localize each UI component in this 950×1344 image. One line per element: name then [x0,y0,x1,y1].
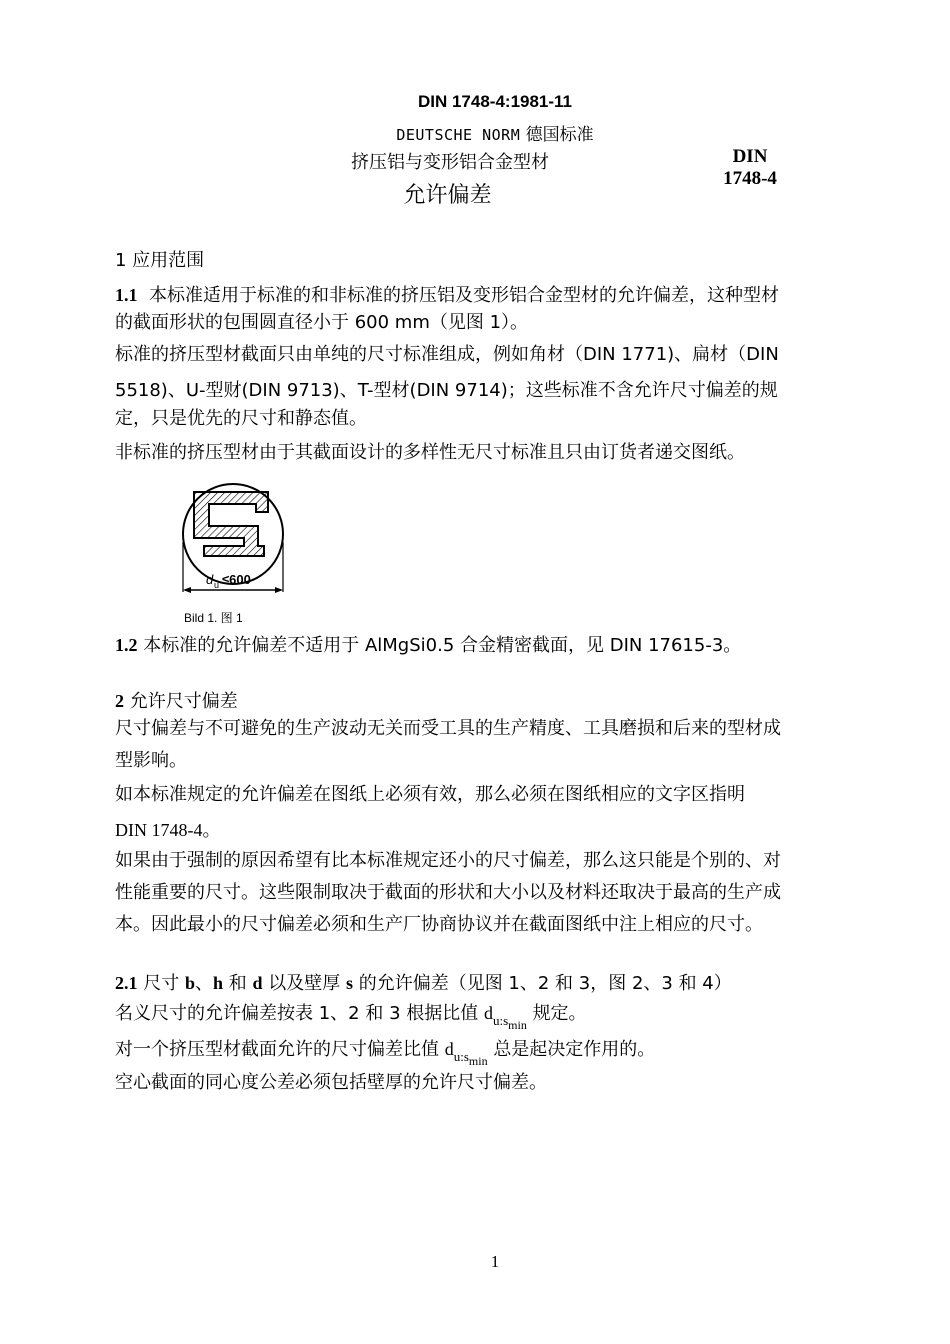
section-2-1-number: 2.1 [115,973,138,993]
figure-1 [172,474,312,630]
para-2-1-line1: 尺寸偏差与不可避免的生产波动无关而受工具的生产精度、工具磨损和后来的型材成 [115,718,781,739]
ratio-u: u [492,1013,500,1028]
section-2-1-text2: 、 [194,973,213,994]
para-1-1-text-a: 本标准适用于标准的和非标准的挤压铝及变形铝合金型材的允许偏差，这种型材 [148,285,779,306]
para-2-2-line1: 如本标准规定的允许偏差在图纸上必须有效，那么必须在图纸相应的文字区指明 [115,784,745,805]
ratio-min: min [468,1054,488,1068]
para-2-2-line2: DIN 1748-4。 [115,820,221,840]
para-1-1-number: 1.1 [115,285,138,305]
profile-cross-section [194,492,268,556]
section-2-1-heading [115,968,895,999]
para-1-1-line1 [115,280,895,311]
para-2-1-ratio-line2 [115,1034,895,1066]
para-standard-line2: 5518)、U-型财(DIN 9713)、T-型材(DIN 9714)；这些标准不含允许尺寸偏差的规 [115,380,778,401]
section-2-title: 允许尺寸偏差 [129,691,238,712]
figure-caption: Bild 1. 图 1 [184,611,243,625]
ratio-colon-s: :s [460,1049,469,1064]
symbol-s: s [345,973,353,993]
ratio-expression-2 [444,1039,488,1068]
para-1-2-text: 本标准的允许偏差不适用于 AlMgSi0.5 合金精密截面，见 DIN 17615-3。 [143,635,742,656]
din-side-line1: DIN [732,146,768,167]
para-1-2 [115,630,895,661]
ratio-line1-text-a: 名义尺寸的允许偏差按表 1、2 和 3 根据比值 [115,1003,479,1024]
ratio-line2-text-b: 总是起决定作用的。 [493,1039,656,1060]
para-2-3-line3: 本。因此最小的尺寸偏差必须和生产厂协商协议并在截面图纸中注上相应的尺寸。 [115,914,763,935]
para-2-1-line2: 型影响。 [115,750,187,771]
para-2-1-ratio-line1 [115,998,895,1030]
section-2-1-text1: 尺寸 [143,973,180,994]
figure-dim-value: ≤600 [222,572,251,587]
para-2-1-concentricity: 空心截面的同心度公差必须包括壁厚的允许尺寸偏差。 [115,1072,547,1093]
ratio-colon-s: :s [499,1013,509,1028]
para-standard-line1: 标准的挤压型材截面只由单纯的尺寸标准组成，例如角材（DIN 1771)、扁材（DIN [115,344,779,365]
para-1-2-number: 1.2 [115,635,138,655]
para-standard-line3: 定，只是优先的尺寸和静态值。 [115,408,367,429]
document-title: 挤压铝与变形铝合金型材 [351,152,549,173]
ratio-expression-1 [483,1003,527,1032]
norm-cn: 德国标准 [525,125,594,145]
para-nonstandard: 非标准的挤压型材由于其截面设计的多样性无尺寸标准且只由订货者递交图纸。 [115,442,745,463]
ratio-u: u [453,1049,461,1064]
standard-id: DIN 1748-4:1981-11 [417,92,573,111]
din-side-label [700,146,800,190]
para-2-3-line1: 如果由于强制的原因希望有比本标准规定还小的尺寸偏差，那么这只能是个别的、对 [115,850,781,871]
norm-line [0,120,950,145]
symbol-h: h [212,973,223,993]
figure-dim-d: d [206,572,214,587]
document-subtitle: 允许偏差 [403,183,492,208]
figure-dim-u: u [214,580,220,590]
ratio-line1-text-b: 规定。 [532,1003,587,1024]
ratio-line2-text-a: 对一个挤压型材截面允许的尺寸偏差比值 [115,1039,439,1060]
para-1-1-line2: 的截面形状的包围圆直径小于 600 mm（见图 1）。 [115,312,529,333]
symbol-b: b [184,973,195,993]
page-number: 1 [490,1252,500,1271]
ratio-d: d [444,1039,454,1059]
ratio-min: min [508,1018,527,1032]
section-2-1-text4: 以及壁厚 [268,973,341,994]
section-1-heading: 1 应用范围 [115,250,205,271]
ratio-d: d [483,1003,493,1023]
din-side-line2: 1748-4 [723,168,777,189]
section-2-heading [115,686,895,717]
section-2-1-text5: 的允许偏差（见图 1、2 和 3，图 2、3 和 4） [358,973,732,994]
section-2-number: 2 [115,691,124,711]
para-2-3-line2: 性能重要的尺寸。这些限制取决于截面的形状和大小以及材料还取决于最高的生产成 [115,882,781,903]
symbol-d: d [252,973,263,993]
norm-en: DEUTSCHE NORM [396,126,521,144]
figure-1-drawing [172,474,312,630]
section-2-1-text3: 和 [228,973,247,994]
